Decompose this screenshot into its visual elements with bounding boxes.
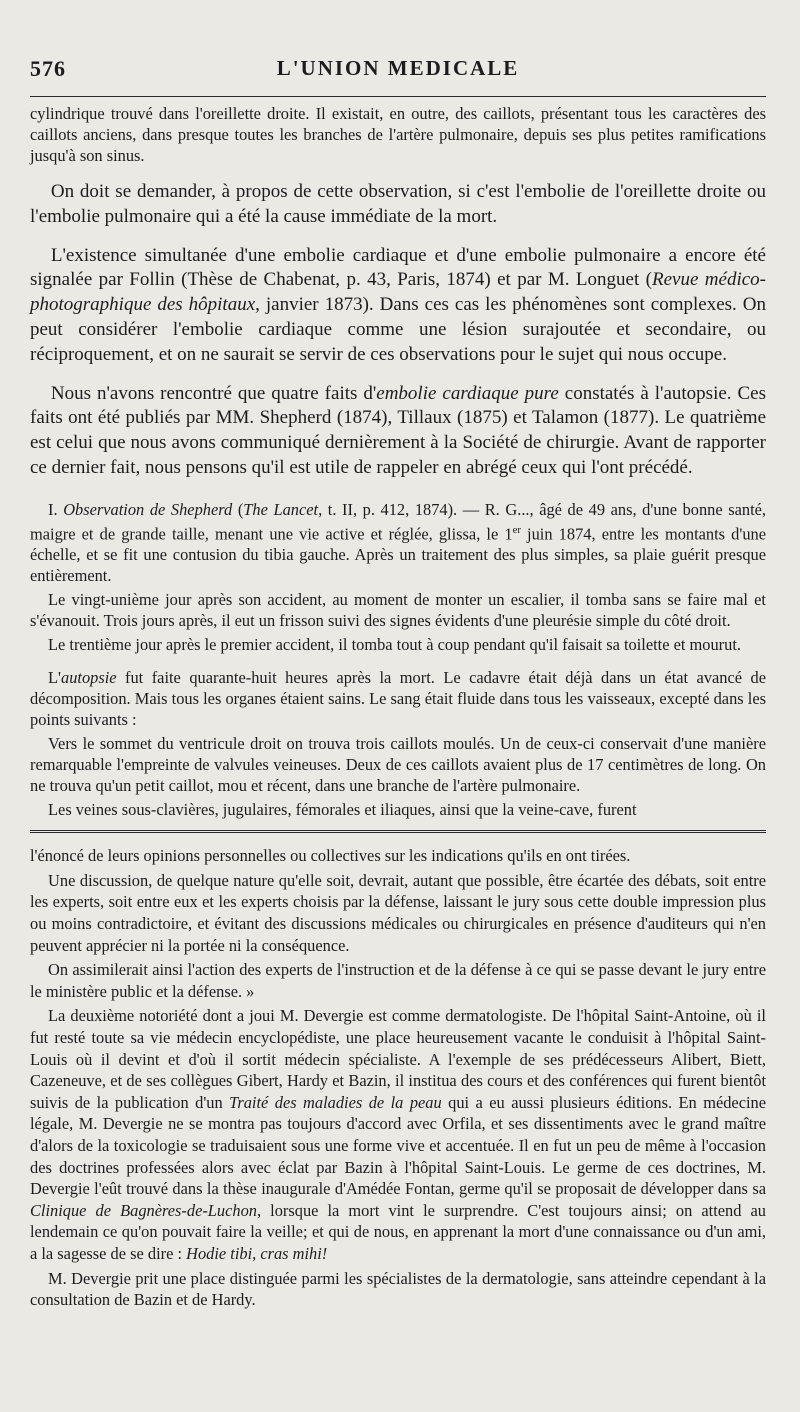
journal-title: Revue médico-photographique des hôpitaux	[30, 269, 766, 316]
feuilleton-paragraph: La deuxième notoriété dont a joui M. Devergie est comme dermatologiste. De l'hôpital Saint-Antoine, où il fut resté toute sa vie médecin encyclopédiste, une place heureusement vacante le conduisit à l'hôpital Saint-Louis où il devint et d'où il sortit médecin spécialiste. A l'exemple de ses prédécesseurs Alibert, Biett, Cazeneuve, et de ses collègues Gibert, Hardy et Bazin, il institua des cours et des conférences qui furent bientôt suivis de la publication d'un Traité des maladies de la peau qui a eu aussi plusieurs éditions. En médecine légale, M. Devergie ne se montra pas toujours d'accord avec Orfila, et ses dissentiments avec le grand maître d'alors de la toxicologie se traduisaient sous une forme vive et accentuée. Il en fut un peu de même à l'occasion des doctrines professées alors avec éclat par Bazin à l'hôpital Saint-Louis. Le germe de ces doctrines, M. Devergie l'eût trouvé dans la thèse inaugurale d'Amédée Fontan, germe qu'il se proposait de développer dans sa Clinique de Bagnères-de-Luchon, lorsque la mort vint le surprendre. C'est toujours ainsi; on attend au lendemain ce qu'on pouvait faire la veille; et qui de nous, en apprenant la mort d'une connaissance ou d'un ami, a la sagesse de se dire : Hodie tibi, cras mihi!	[30, 1006, 766, 1263]
article-body	[30, 103, 766, 481]
observation-section	[30, 499, 766, 820]
observation-paragraph: Les veines sous-clavières, jugulaires, fémorales et iliaques, ainsi que la veine-cave, furent	[48, 800, 637, 820]
article-paragraph: Nous n'avons rencontré que quatre faits d'embolie cardiaque pure constatés à l'autopsie. Ces faits ont été publiés par MM. Shepherd (1874), Tillaux (1875) et Talamon (1877). Le quatrième est celui que nous avons communiqué dernièrement à la Société de chirurgie. Avant de rapporter ce dernier fait, nous pensons qu'il est utile de rappeler en abrégé ceux qui l'ont précédé.	[30, 382, 766, 478]
page-number: 576	[30, 56, 66, 81]
feuilleton-section	[30, 845, 766, 1310]
feuilleton-paragraph: Une discussion, de quelque nature qu'elle soit, devrait, autant que possible, être écartée des débats, soit entre les experts, soit entre eux et les experts choisis par la défense, laissant le jury sous cette double impression plus ou moins contradictoire, et évitant des discussions médicales ou chirurgicales en présence d'auditeurs qui n'en peuvent apprécier ni la portée ni la conséquence.	[30, 870, 766, 955]
feuilleton-paragraph: M. Devergie prit une place distinguée parmi les spécialistes de la dermatologie, sans atteindre cependant à la consultation de Bazin et de Hardy.	[30, 1268, 766, 1310]
latin-quote: Hodie tibi, cras mihi!	[186, 1243, 328, 1263]
observation-paragraph: Le trentième jour après le premier accident, il tomba tout à coup pendant qu'il faisait sa toilette et mourut.	[48, 635, 741, 655]
observation-paragraph: Vers le sommet du ventricule droit on trouva trois caillots moulés. Un de ceux-ci conservait d'une manière remarquable l'empreinte de valvules veineuses. Deux de ces caillots avaient plus de 17 centimètres de long. On ne trouva qu'un petit caillot, mou et récent, dans une branche de l'artère pulmonaire.	[30, 734, 766, 796]
observation-paragraph: L'autopsie fut faite quarante-huit heures après la mort. Le cadavre était déjà dans un état avancé de décomposition. Mais tous les organes étaient sains. Le sang était fluide dans tous les vaisseaux, excepté dans les points suivants :	[30, 668, 766, 730]
article-paragraph: On doit se demander, à propos de cette observation, si c'est l'embolie de l'oreillette droite ou l'embolie pulmonaire qui a été la cause immédiate de la mort.	[30, 181, 766, 227]
header-rule	[30, 96, 766, 97]
page-header	[30, 56, 766, 96]
journal-title: The Lancet	[243, 499, 319, 519]
feuilleton-separator	[30, 830, 766, 833]
article-continued-text: cylindrique trouvé dans l'oreillette droite. Il existait, en outre, des caillots, présentant tous les caractères des caillots anciens, dans presque toutes les branches de l'artère pulmonaire, depuis ses plus petites ramifications jusqu'à son sinus.	[30, 104, 766, 165]
observation-heading-paragraph: I. Observation de Shepherd (The Lancet, t. II, p. 412, 1874). — R. G..., âgé de 49 ans, d'une bonne santé, maigre et de grande taille, menant une vie active et réglée, glissa, le 1er juin 1874, entre les montants d'une échelle, et se fit une contusion du tibia gauche. Après un traitement des plus simples, sa plaie guérit presque entièrement.	[30, 499, 767, 586]
running-title: L'UNION MEDICALE	[276, 56, 520, 80]
emphasis: embolie cardiaque pure	[376, 382, 559, 404]
emphasis: autopsie	[61, 668, 117, 688]
book-title: Traité des maladies de la peau	[229, 1092, 442, 1112]
observation-paragraph: Le vingt-unième jour après son accident, au moment de monter un escalier, il tomba sans se faire mal et s'évanouit. Trois jours après, il eut un frisson suivi des signes évidents d'une pleurésie simple du côté droit.	[30, 590, 766, 631]
article-paragraph: L'existence simultanée d'une embolie cardiaque et d'une embolie pulmonaire a encore été signalée par Follin (Thèse de Chabenat, p. 43, Paris, 1874) et par M. Longuet (Revue médico-photographique des hôpitaux, janvier 1873). Dans ces cas les phénomènes sont complexes. On peut considérer l'embolie cardiaque comme une lésion surajoutée et secondaire, ou réciproquement, et on ne saurait se servir de ces observations pour le sujet qui nous occupe.	[30, 244, 767, 365]
book-title: Clinique de Bagnères-de-Luchon	[30, 1200, 257, 1220]
feuilleton-continued-text: l'énoncé de leurs opinions personnelles ou collectives sur les indications qu'ils en ont tirées.	[30, 846, 631, 866]
observation-title: Observation de Shepherd	[63, 499, 233, 519]
feuilleton-paragraph: On assimilerait ainsi l'action des experts de l'instruction et de la défense à ce qui se passe devant le jury entre le ministère public et la défense. »	[30, 960, 766, 1001]
